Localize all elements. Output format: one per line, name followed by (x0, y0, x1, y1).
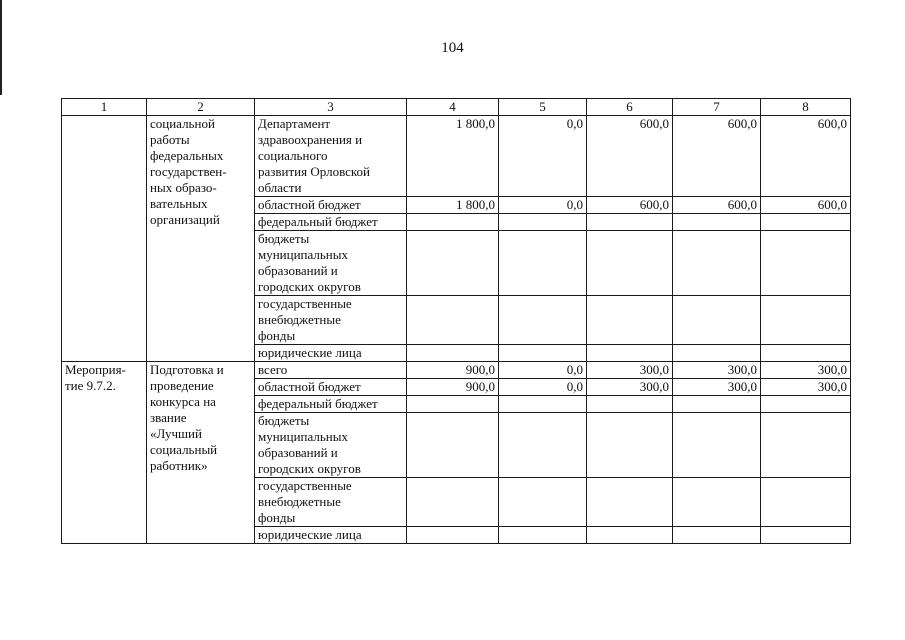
value-cell (407, 478, 499, 527)
cell-line: юридические лица (258, 527, 362, 542)
event-id-cell (62, 214, 147, 231)
value-cell (407, 527, 499, 544)
header-cell: 8 (761, 99, 851, 116)
value-cell (761, 396, 851, 413)
value-cell: 600,0 (587, 197, 673, 214)
event-id-cell (62, 478, 147, 527)
event-id-cell (62, 231, 147, 296)
table-row (62, 116, 851, 197)
value-cell (673, 231, 761, 296)
value-cell (407, 214, 499, 231)
value-cell: 0,0 (499, 197, 587, 214)
value-cell: 0,0 (499, 379, 587, 396)
funding-source-cell (255, 362, 407, 379)
value-cell (673, 478, 761, 527)
cell-line: внебюджетные (258, 494, 341, 509)
header-cell: 4 (407, 99, 499, 116)
cell-line: Подготовка и (150, 362, 224, 377)
event-id-cell (62, 116, 147, 197)
table-row (62, 231, 851, 296)
value-cell: 600,0 (673, 116, 761, 197)
value-cell: 300,0 (673, 362, 761, 379)
table-row (62, 527, 851, 544)
cell-line: образований и (258, 263, 338, 278)
value-cell (499, 231, 587, 296)
cell-line: городских округов (258, 279, 361, 294)
value-cell (407, 345, 499, 362)
cell-line: Департамент (258, 116, 331, 131)
cell-line: фонды (258, 510, 296, 525)
value-cell (587, 231, 673, 296)
value-cell (499, 527, 587, 544)
cell-line: федеральный бюджет (258, 396, 378, 411)
event-id-cell (62, 345, 147, 362)
cell-line: звание (150, 410, 187, 425)
cell-line: организаций (150, 212, 220, 227)
cell-line: бюджеты (258, 231, 310, 246)
value-cell: 300,0 (587, 379, 673, 396)
cell-line: социального (258, 148, 328, 163)
event-name-cell (147, 527, 255, 544)
value-cell (499, 413, 587, 478)
value-cell: 900,0 (407, 362, 499, 379)
value-cell (587, 396, 673, 413)
funding-source-cell (255, 379, 407, 396)
value-cell (499, 214, 587, 231)
event-name-cell (147, 478, 255, 527)
value-cell (761, 296, 851, 345)
value-cell (761, 413, 851, 478)
event-id-cell (62, 396, 147, 413)
value-cell (587, 527, 673, 544)
cell-line: областной бюджет (258, 379, 361, 394)
value-cell (761, 214, 851, 231)
event-id-cell (62, 197, 147, 214)
table-row (62, 345, 851, 362)
funding-source-cell (255, 396, 407, 413)
cell-line: образований и (258, 445, 338, 460)
value-cell (761, 478, 851, 527)
event-name-cell (147, 362, 255, 473)
value-cell (587, 478, 673, 527)
cell-line: государствен- (150, 164, 227, 179)
value-cell (761, 527, 851, 544)
cell-line: муниципальных (258, 247, 349, 262)
value-cell: 900,0 (407, 379, 499, 396)
cell-line: конкурса на (150, 394, 216, 409)
value-cell (673, 214, 761, 231)
value-cell (499, 296, 587, 345)
value-cell (761, 345, 851, 362)
cell-line: городских округов (258, 461, 361, 476)
cell-line: государственные (258, 296, 352, 311)
value-cell (673, 413, 761, 478)
cell-line: ных образо- (150, 180, 217, 195)
event-id-text (65, 362, 126, 394)
value-cell (673, 527, 761, 544)
value-cell (407, 296, 499, 345)
event-id-cell (62, 296, 147, 345)
cell-line: области (258, 180, 302, 195)
cell-line: развития Орловской (258, 164, 371, 179)
event-id-cell (62, 362, 147, 393)
value-cell (587, 214, 673, 231)
value-cell (587, 413, 673, 478)
header-row (62, 99, 851, 116)
funding-source-cell (255, 197, 407, 214)
value-cell (499, 478, 587, 527)
value-cell: 1 800,0 (407, 116, 499, 197)
cell-line: федеральных (150, 148, 224, 163)
cell-line: социальной (150, 116, 215, 131)
funding-source-cell (255, 214, 407, 231)
cell-line: вательных (150, 196, 208, 211)
header-cell: 7 (673, 99, 761, 116)
value-cell (407, 396, 499, 413)
event-id-cell (62, 413, 147, 478)
cell-line: здравоохранения и (258, 132, 363, 147)
cell-line: бюджеты (258, 413, 310, 428)
cell-line: работы (150, 132, 190, 147)
funding-source-cell (255, 296, 407, 345)
value-cell (587, 296, 673, 345)
value-cell (407, 231, 499, 296)
event-name-text (150, 362, 224, 474)
header-cell: 6 (587, 99, 673, 116)
cell-line: всего (258, 362, 288, 377)
value-cell: 0,0 (499, 362, 587, 379)
header-cell: 5 (499, 99, 587, 116)
value-cell (407, 413, 499, 478)
value-cell (761, 231, 851, 296)
cell-line: фонды (258, 328, 296, 343)
value-cell (499, 345, 587, 362)
cell-line: муниципальных (258, 429, 349, 444)
funding-source-cell (255, 527, 407, 544)
header-cell: 2 (147, 99, 255, 116)
cell-line: социальный (150, 442, 218, 457)
page-number: 104 (441, 40, 464, 56)
cell-line: юридические лица (258, 345, 362, 360)
value-cell: 600,0 (587, 116, 673, 197)
cell-line: федеральный бюджет (258, 214, 378, 229)
value-cell: 300,0 (673, 379, 761, 396)
value-cell: 600,0 (761, 116, 851, 197)
table-row (62, 362, 851, 379)
budget-table (61, 98, 851, 544)
cell-line: государственные (258, 478, 352, 493)
value-cell: 600,0 (673, 197, 761, 214)
value-cell (673, 396, 761, 413)
value-cell (587, 345, 673, 362)
event-name-cell (147, 296, 255, 345)
event-name-text (150, 116, 227, 228)
value-cell (673, 296, 761, 345)
funding-source-cell (255, 345, 407, 362)
header-cell: 1 (62, 99, 147, 116)
value-cell (499, 396, 587, 413)
value-cell (673, 345, 761, 362)
table-row (62, 478, 851, 527)
cell-line: проведение (150, 378, 214, 393)
cell-line: Мероприя- (65, 362, 126, 377)
funding-source-cell (255, 231, 407, 296)
table-row (62, 296, 851, 345)
event-name-cell (147, 345, 255, 362)
cell-line: тие 9.7.2. (65, 378, 116, 393)
event-name-cell (147, 231, 255, 296)
funding-source-cell (255, 116, 407, 197)
event-id-cell (62, 527, 147, 544)
header-cell: 3 (255, 99, 407, 116)
value-cell: 300,0 (761, 362, 851, 379)
funding-source-cell (255, 413, 407, 478)
cell-line: областной бюджет (258, 197, 361, 212)
value-cell: 300,0 (761, 379, 851, 396)
value-cell: 0,0 (499, 116, 587, 197)
cell-line: «Лучший (150, 426, 202, 441)
value-cell: 1 800,0 (407, 197, 499, 214)
cell-line: внебюджетные (258, 312, 341, 327)
cell-line: работник» (150, 458, 208, 473)
value-cell: 600,0 (761, 197, 851, 214)
event-name-cell (147, 116, 255, 227)
funding-source-cell (255, 478, 407, 527)
value-cell: 300,0 (587, 362, 673, 379)
